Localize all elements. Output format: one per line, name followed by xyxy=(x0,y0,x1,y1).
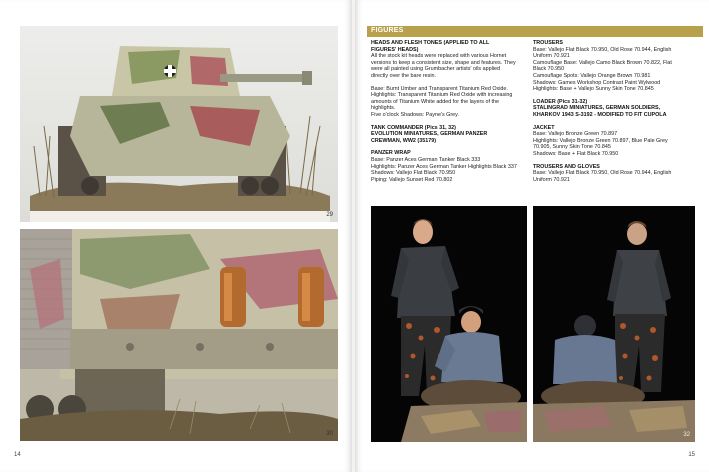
jacket-body-line: Shadows: Base + Flat Black 70.950 xyxy=(533,150,619,157)
photo-number-32: 32 xyxy=(683,432,690,438)
commander-heading-line3: CREWMAN, WW2 (35179) xyxy=(371,137,436,144)
loader-heading-line2: STALINGRAD MINIATURES, GERMAN SOLDIERS, xyxy=(533,105,661,112)
tank-photo-top xyxy=(20,26,338,222)
loader-heading-line3: KHARKOV 1943 S-3192 - MODIFIED TO FIT CUPOLA xyxy=(533,111,667,118)
heads-color-line: amounts of Titanium White added for the layers of the xyxy=(371,98,499,105)
figure-photo-front xyxy=(371,206,527,442)
photo-number-30: 30 xyxy=(326,431,333,437)
trousers-body-line: Uniform 70.921 xyxy=(533,53,570,60)
tank-rear-illustration xyxy=(20,229,338,441)
wrap-body-line: Base: Panzer Aces German Tanker Black 333 xyxy=(371,156,481,163)
figure-photo-back xyxy=(533,206,695,442)
jacket-body-line: 70.905, Sunny Skin Tone 70.845 xyxy=(533,144,611,151)
crew-figures-front-illustration xyxy=(371,206,527,442)
trousers-body-line: Camouflage Spots: Vallejo Orange Brown 70.981 xyxy=(533,72,651,79)
heads-heading-line2: FIGURES' HEADS) xyxy=(371,46,419,53)
right-page xyxy=(355,0,709,472)
gloves-body-line: Base: Vallejo Flat Black 70.950, Old Rose 70.944, English xyxy=(533,170,672,177)
photo-number-29: 29 xyxy=(326,212,333,218)
heads-body-line: All the stock kit heads were replaced with various Hornet xyxy=(371,53,507,60)
text-column-2 xyxy=(533,40,693,183)
gloves-heading: TROUSERS AND GLOVES xyxy=(533,163,600,170)
trousers-body-line: Shadows: Games Workshop Contrast Paint Wylwood xyxy=(533,79,661,86)
wrap-body-line: Highlights: Panzer Aces German Tanker Highlights Black 337 xyxy=(371,163,517,170)
wrap-body-line: Piping: Vallejo Sunset Red 70.802 xyxy=(371,176,453,183)
heads-body-line: were all painted using Grumbacher artists' oils applied xyxy=(371,66,500,73)
trousers-heading: TROUSERS xyxy=(533,40,563,46)
section-header-bar xyxy=(367,26,703,37)
jacket-body-line: Highlights: Vallejo Bronze Green 70.897, Blue Pale Grey xyxy=(533,137,668,144)
heads-color-line: Highlights: Transparent Titanium Red Oxide with increasing xyxy=(371,92,513,99)
commander-heading-line1: TANK COMMANDER (Pics 31, 32) xyxy=(371,124,456,131)
heads-body-line: versions to keep a consistent size, shape and features. They xyxy=(371,59,516,66)
left-folio: 14 xyxy=(14,452,21,458)
loader-heading-line1: LOADER (Pics 31-32) xyxy=(533,98,588,105)
trousers-body-line: Black 70.950 xyxy=(533,66,565,73)
right-folio: 15 xyxy=(688,452,695,458)
left-page xyxy=(0,0,352,472)
text-column-1 xyxy=(371,40,523,183)
crew-figures-back-illustration xyxy=(533,206,695,442)
wrap-heading: PANZER WRAP xyxy=(371,150,411,157)
heads-heading-line1: HEADS AND FLESH TONES (APPLIED TO ALL xyxy=(371,40,490,46)
trousers-body-line: Highlights: Base + Vallejo Sunny Skin Tone 70.845 xyxy=(533,86,654,93)
jacket-body-line: Base: Vallejo Bronze Green 70.897 xyxy=(533,131,618,138)
heads-body-line: directly over the bare resin. xyxy=(371,72,437,79)
section-header-title: FIGURES xyxy=(371,27,404,34)
trousers-body-line: Camouflage Base: Vallejo Camo Black Brown 70.822, Flat xyxy=(533,59,672,66)
tank-photo-bottom xyxy=(20,229,338,441)
trousers-body-line: Base: Vallejo Flat Black 70.950, Old Rose 70.944, English xyxy=(533,46,672,53)
jacket-heading: JACKET xyxy=(533,124,555,131)
wrap-body-line: Shadows: Vallejo Flat Black 70.950 xyxy=(371,170,456,177)
heads-color-line: highlights. xyxy=(371,105,396,112)
heads-color-line: Five o'clock Shadows: Payne's Grey. xyxy=(371,111,459,118)
heads-color-line: Base: Burnt Umber and Transparent Titanium Red Oxide. xyxy=(371,85,508,92)
commander-heading-line2: EVOLUTION MINIATURES, GERMAN PANZER xyxy=(371,131,488,138)
gloves-body-line: Uniform 70.921 xyxy=(533,176,570,183)
tank-front-illustration xyxy=(20,26,338,222)
